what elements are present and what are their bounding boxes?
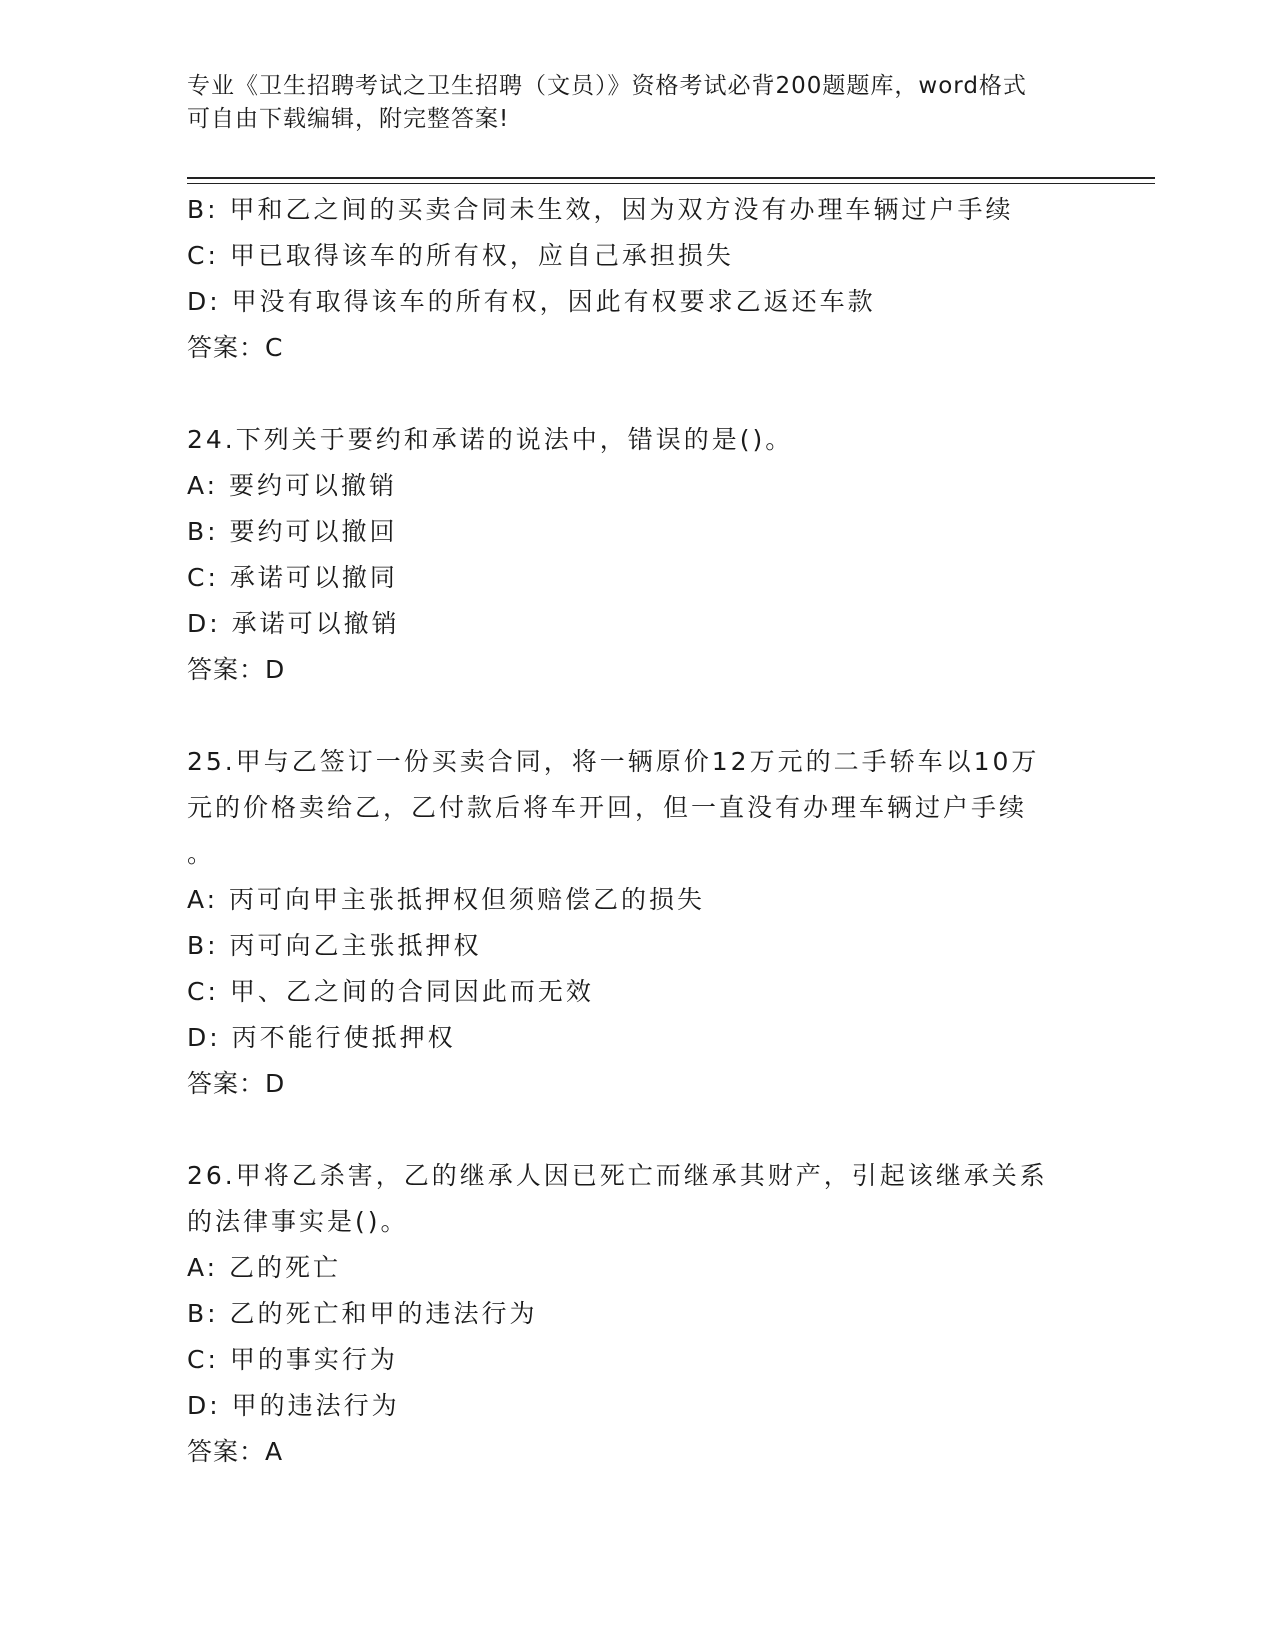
option-c: C: 承诺可以撤同: [187, 563, 398, 592]
header-title-line-1: 专业《卫生招聘考试之卫生招聘（文员）》资格考试必背200题题库，word格式: [187, 73, 1027, 99]
header-rule-thin: [187, 183, 1155, 184]
option-d: D: 甲没有取得该车的所有权，因此有权要求乙返还车款: [187, 287, 876, 316]
document-body: [187, 187, 1087, 1475]
option-b: B: 要约可以撤回: [187, 517, 398, 546]
option-c: C: 甲已取得该车的所有权，应自己承担损失: [187, 241, 734, 270]
header-title-line-2: 可自由下载编辑，附完整答案!: [187, 106, 510, 132]
answer: 答案：A: [187, 1437, 284, 1466]
option-d: D: 丙不能行使抵押权: [187, 1023, 456, 1052]
question-stem-line-2: 的法律事实是()。: [187, 1207, 409, 1236]
option-b: B: 甲和乙之间的买卖合同未生效，因为双方没有办理车辆过户手续: [187, 195, 1014, 224]
option-c: C: 甲的事实行为: [187, 1345, 398, 1374]
option-a: A: 丙可向甲主张抵押权但须赔偿乙的损失: [187, 885, 706, 914]
answer: 答案：C: [187, 333, 284, 362]
answer: 答案：D: [187, 1069, 286, 1098]
answer: 答案：D: [187, 655, 286, 684]
option-a: A: 乙的死亡: [187, 1253, 342, 1282]
question-stem-line-1: 25.甲与乙签订一份买卖合同，将一辆原价12万元的二手轿车以10万: [187, 747, 1040, 776]
document-header: [187, 70, 1067, 136]
question-25: [187, 739, 1087, 1107]
question-stem: 24.下列关于要约和承诺的说法中，错误的是()。: [187, 425, 794, 454]
question-26: [187, 1153, 1087, 1475]
question-stem-line-2: 元的价格卖给乙，乙付款后将车开回，但一直没有办理车辆过户手续: [187, 793, 1028, 822]
option-b: B: 丙可向乙主张抵押权: [187, 931, 482, 960]
option-c: C: 甲、乙之间的合同因此而无效: [187, 977, 594, 1006]
option-b: B: 乙的死亡和甲的违法行为: [187, 1299, 538, 1328]
header-rule-thick: [187, 177, 1155, 179]
option-d: D: 承诺可以撤销: [187, 609, 400, 638]
option-d: D: 甲的违法行为: [187, 1391, 400, 1420]
question-stem-line-1: 26.甲将乙杀害，乙的继承人因已死亡而继承其财产，引起该继承关系: [187, 1161, 1048, 1190]
question-stem-line-3: 。: [187, 839, 216, 868]
question-24: [187, 417, 1087, 693]
question-23-continued: [187, 187, 1087, 371]
option-a: A: 要约可以撤销: [187, 471, 398, 500]
